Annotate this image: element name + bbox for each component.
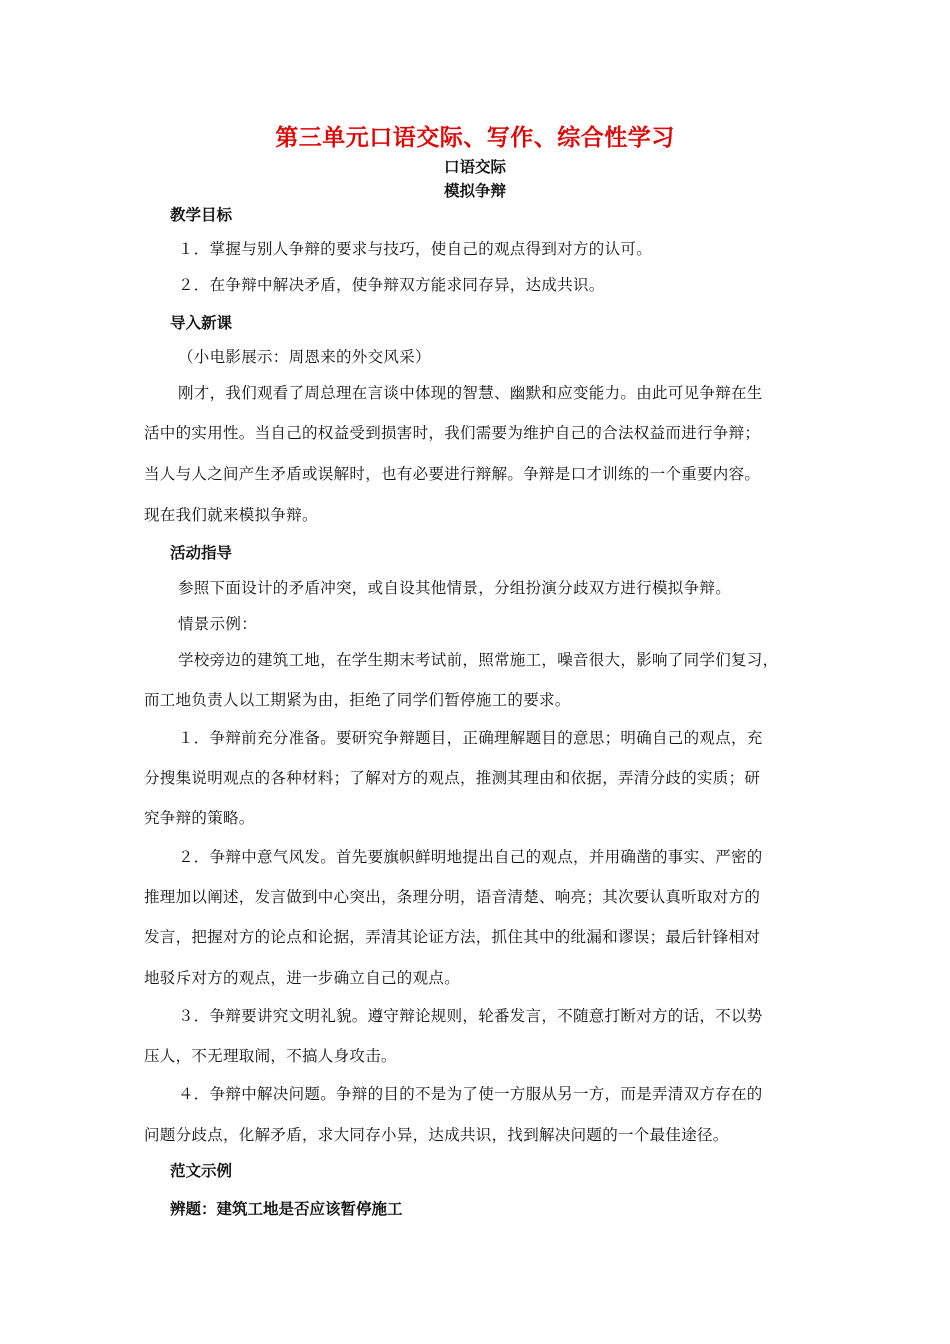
item2-line-4: 地驳斥对方的观点，进一步确立自己的观点。 <box>144 969 461 987</box>
intro-note: （小电影展示：周恩来的外交风采） <box>178 348 431 366</box>
item1-line-1: １．争辩前充分准备。要研究争辩题目，正确理解题目的意思；明确自己的观点，充 <box>178 729 763 747</box>
debate-topic: 辨题：建筑工地是否应该暂停施工 <box>170 1200 403 1218</box>
item2-line-3: 发言，把握对方的论点和论据，弄清其论证方法，抓住其中的纰漏和谬误；最后针锋相对 <box>144 928 761 946</box>
item1-line-2: 分搜集说明观点的各种材料；了解对方的观点，推测其理由和依据，弄清分歧的实质；研 <box>144 769 761 787</box>
intro-line-4: 现在我们就来模拟争辩。 <box>144 506 318 524</box>
document-title: 第三单元口语交际、写作、综合性学习 <box>275 125 675 151</box>
heading-example: 范文示例 <box>170 1162 233 1180</box>
goal-2: ２．在争辩中解决矛盾，使争辩双方能求同存异，达成共识。 <box>178 276 605 294</box>
heading-goals: 教学目标 <box>170 206 233 224</box>
intro-line-3: 当人与人之间产生矛盾或误解时，也有必要进行辩解。争辩是口才训练的一个重要内容。 <box>144 465 761 483</box>
item3-line-1: ３．争辩要讲究文明礼貌。遵守辩论规则，轮番发言，不随意打断对方的话，不以势 <box>178 1007 763 1025</box>
item4-line-1: ４．争辩中解决问题。争辩的目的不是为了使一方服从另一方，而是弄清双方存在的 <box>178 1085 763 1103</box>
heading-activity: 活动指导 <box>170 544 233 562</box>
item2-line-2: 推理加以阐述，发言做到中心突出，条理分明，语音清楚、响亮；其次要认真听取对方的 <box>144 888 761 906</box>
heading-intro: 导入新课 <box>170 314 233 332</box>
item4-line-2: 问题分歧点，化解矛盾，求大同存小异，达成共识，找到解决问题的一个最佳途径。 <box>144 1126 729 1144</box>
item1-line-3: 究争辩的策略。 <box>144 809 255 827</box>
section-subtitle: 口语交际 <box>443 158 506 176</box>
item2-line-1: ２．争辩中意气风发。首先要旗帜鲜明地提出自己的观点，并用确凿的事实、严密的 <box>178 848 763 866</box>
lesson-subtitle: 模拟争辩 <box>443 182 506 200</box>
intro-line-2: 活中的实用性。当自己的权益受到损害时，我们需要为维护自己的合法权益而进行争辩； <box>144 424 761 442</box>
goal-1: １．掌握与别人争辩的要求与技巧，使自己的观点得到对方的认可。 <box>178 240 653 258</box>
activity-line: 参照下面设计的矛盾冲突，或自设其他情景，分组扮演分歧双方进行模拟争辩。 <box>178 579 732 597</box>
intro-line-1: 刚才，我们观看了周总理在言谈中体现的智慧、幽默和应变能力。由此可见争辩在生 <box>178 384 763 402</box>
item3-line-2: 压人，不无理取闹，不搞人身攻击。 <box>144 1047 397 1065</box>
scene-line-2: 而工地负责人以工期紧为由，拒绝了同学们暂停施工的要求。 <box>144 691 571 709</box>
scene-line-1: 学校旁边的建筑工地，在学生期末考试前，照常施工，噪音很大，影响了同学们复习， <box>178 651 779 669</box>
scene-label: 情景示例： <box>178 615 258 633</box>
